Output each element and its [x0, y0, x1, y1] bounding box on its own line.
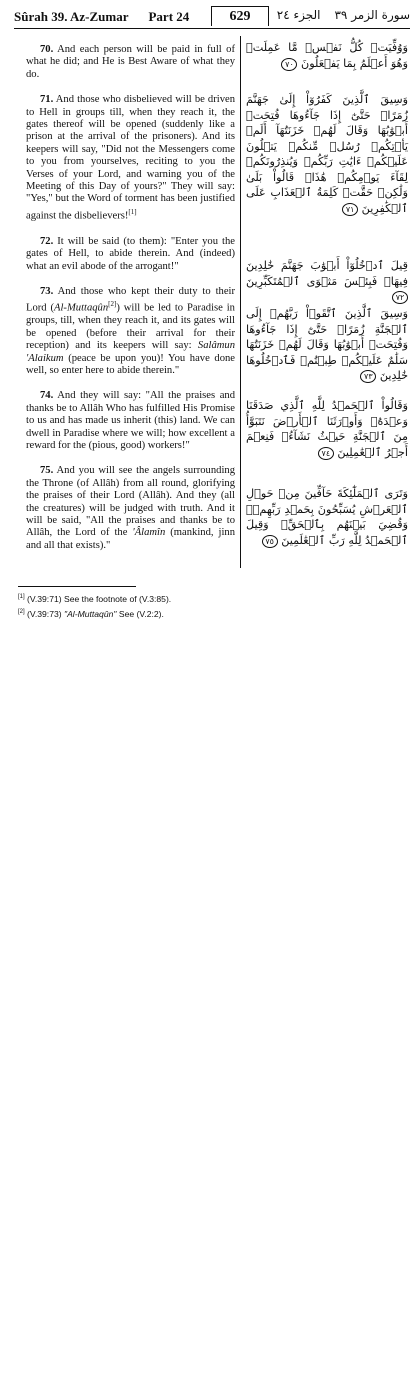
verse-end-mark: ٧٥	[262, 535, 278, 548]
verse-73-arabic	[246, 306, 408, 384]
term-italic: Al-Muttaqûn	[54, 302, 109, 314]
footnote-mark: [2]	[18, 608, 25, 615]
verse-73-english	[26, 286, 235, 377]
verse-number: 71.	[40, 94, 54, 106]
page-header	[14, 8, 410, 29]
arabic-part-label: الجزء ٢٤	[276, 8, 321, 22]
footnotes	[18, 591, 318, 621]
arabic-text: وَوُفِّيَتۡ كُلُّ نَفۡسٖ مَّا عَمِلَتۡ وَهُوَ أَعۡلَمُ بِمَا يَفۡعَلُونَ	[246, 41, 408, 70]
verse-text-part: And those who kept their duty to their Lord (	[26, 286, 235, 314]
verse-71-english	[26, 94, 235, 223]
part-label: Part 24	[148, 9, 190, 24]
surah-title: Sûrah 39. Az-Zumar	[14, 9, 129, 24]
verse-70-arabic	[246, 40, 408, 71]
verse-text: It will be said (to them): "Enter you the gates of Hell, to abide therein. And (indeed) what an evil abode of the arrogant!"	[26, 235, 235, 272]
verse-text-part: ) will be led to Paradise in groups, till, when they reach it, and its gates will be opened (before their arrival for their reception) and its keepers will say:	[26, 302, 235, 352]
footnote-mark: [1]	[18, 594, 25, 600]
verse-72-english	[26, 236, 235, 273]
column-divider	[240, 36, 241, 568]
arabic-text: وَسِيقَ ٱلَّذِينَ ٱتَّقَوۡاْ رَبَّهُمۡ إِلَى ٱلۡجَنَّةِ زُمَرًاۖ حَتَّىٰٓ إِذَا جَآءُوهَا وَفُتِحَتۡ أَبۡوَٰبُهَا وَقَالَ لَهُمۡ خَزَنَتُهَا سَلَٰمٌ عَلَيۡكُمۡ طِبۡتُمۡ فَٱدۡخُلُوهَا خَٰلِدِينَ	[246, 307, 408, 382]
verse-end-mark: ٧٢	[392, 291, 408, 304]
verse-number: 75.	[40, 465, 54, 477]
verse-end-mark: ٧٣	[360, 370, 376, 383]
arabic-text: وَتَرَى ٱلۡمَلَٰٓئِكَةَ حَآفِّينَ مِنۡ حَوۡلِ ٱلۡعَرۡشِ يُسَبِّحُونَ بِحَمۡدِ رَبِّهِمۡۚ وَقُضِيَ بَيۡنَهُم بِٱلۡحَقِّۚ وَقِيلَ ٱلۡحَمۡدُ لِلَّهِ رَبِّ ٱلۡعَٰلَمِينَ	[246, 487, 408, 547]
footnote-ref[interactable]: [2]	[108, 300, 117, 309]
verse-number: 72.	[40, 235, 54, 247]
verse-75-arabic	[246, 486, 408, 548]
verse-number: 73.	[40, 286, 54, 298]
footnote-2	[18, 606, 318, 621]
verse-75-english	[26, 465, 235, 552]
footnote-text: (V.39:71) See the footnote of (V.3:85).	[24, 593, 172, 604]
verse-text-part: (mankind, jinn and all that exists)."	[26, 527, 235, 551]
verse-74-arabic	[246, 398, 408, 460]
verse-74-english	[26, 390, 235, 452]
footnote-text-part: See (V.2:2).	[116, 608, 164, 619]
verse-text-part: And you will see the angels surrounding the Throne (of Allâh) from all round, glorifying the praises of their Lord (Allâh). And they (all the creatures) will be judged with truth. And it will be said, "All the praises and thanks be to Allâh, the Lord of the	[26, 465, 235, 539]
verse-70-english	[26, 44, 235, 81]
footnote-1	[18, 591, 318, 606]
verse-text: And those who disbelieved will be driven to Hell in groups till, when they reach it, the gates thereof will be opened (suddenly like a prison at the arrival of the prisoners). And its keepers will say, "Did not the Messengers come to you from yourselves, reciting to you the Verses of your Lord, and warning you of the Meeting of this Day of yours?" They will say: "Yes," but the Word of torment has been justified against the disbelievers!	[26, 94, 235, 222]
header-right-arabic	[277, 8, 410, 22]
arabic-text: وَقَالُواْ ٱلۡحَمۡدُ لِلَّهِ ٱلَّذِي صَدَقَنَا وَعۡدَهُۥ وَأَوۡرَثَنَا ٱلۡأَرۡضَ نَتَبَوَّأُ مِنَ ٱلۡجَنَّةِ حَيۡثُ نَشَآءُۖ فَنِعۡمَ أَجۡرُ ٱلۡعَٰمِلِينَ	[246, 399, 408, 459]
verse-text-part: (peace be upon you)! You have done well, so enter here to abide therein."	[26, 352, 235, 376]
verse-end-mark: ٧١	[342, 203, 358, 216]
verse-end-mark: ٧٠	[281, 58, 297, 71]
header-left	[14, 9, 189, 25]
footnote-term: "Al-Muttaqûn"	[64, 608, 117, 619]
verse-text: And they will say: "All the praises and thanks be to Allâh Who has fulfilled His Promise to us and has made us inherit (this) land. We can dwell in Paradise where we will; how excellent a reward for the (pious, good) workers!"	[26, 390, 235, 452]
footnote-text-part: (V.39:73)	[24, 608, 65, 619]
verse-72-arabic	[246, 258, 408, 305]
verse-71-arabic	[246, 92, 408, 216]
footnote-ref[interactable]: [1]	[128, 207, 137, 216]
page-number: 629	[211, 6, 269, 26]
footnote-rule	[18, 586, 136, 587]
verse-text: And each person will be paid in full of what he did; and He is Best Aware of what they do.	[26, 44, 235, 80]
arabic-text: وَسِيقَ ٱلَّذِينَ كَفَرُوٓاْ إِلَىٰ جَهَنَّمَ زُمَرًاۖ حَتَّىٰٓ إِذَا جَآءُوهَا فُتِحَتۡ أَبۡوَٰبُهَا وَقَالَ لَهُمۡ خَزَنَتُهَآ أَلَمۡ يَأۡتِكُمۡ رُسُلٞ مِّنكُمۡ يَتۡلُونَ عَلَيۡكُمۡ ءَايَٰتِ رَبِّكُمۡ وَيُنذِرُونَكُمۡ لِقَآءَ يَوۡمِكُمۡ هَٰذَاۚ قَالُواْ بَلَىٰ وَلَٰكِنۡ حَقَّتۡ كَلِمَةُ ٱلۡعَذَابِ عَلَى ٱلۡكَٰفِرِينَ	[246, 93, 408, 215]
verse-number: 70.	[40, 44, 54, 55]
arabic-text: قِيلَ ٱدۡخُلُوٓاْ أَبۡوَٰبَ جَهَنَّمَ خَٰلِدِينَ فِيهَاۖ فَبِئۡسَ مَثۡوَى ٱلۡمُتَكَبِّرِينَ	[246, 259, 408, 288]
term-italic: 'Âlamîn	[132, 527, 166, 539]
verse-number: 74.	[40, 390, 54, 402]
term-italic: Salâmun 'Alaikum	[26, 340, 235, 364]
english-translation-column	[26, 44, 235, 565]
arabic-surah-title: سورة الزمر ٣٩	[334, 8, 410, 22]
verse-end-mark: ٧٤	[318, 447, 334, 460]
